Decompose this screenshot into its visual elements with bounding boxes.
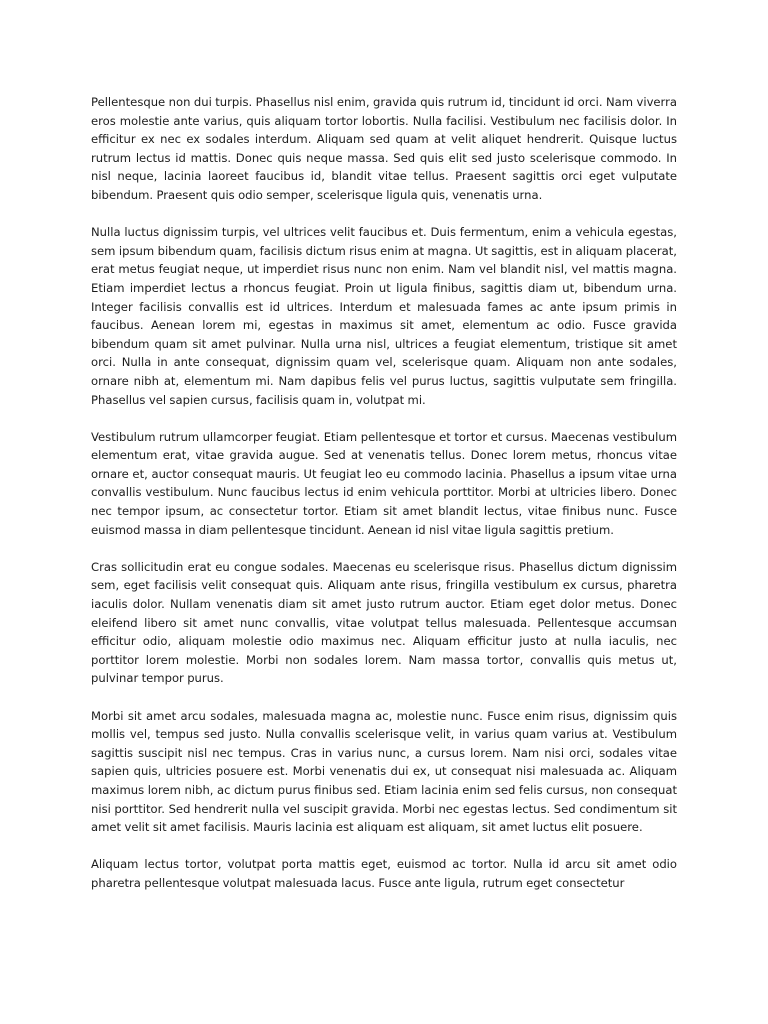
paragraph-6: Aliquam lectus tortor, volutpat porta mattis eget, euismod ac tortor. Nulla id arcu sit amet odio pharetra pellentesque volutpat malesuada lacus. Fusce ante ligula, rutrum eget consectetur [91, 857, 677, 890]
text-column [91, 93, 677, 929]
paragraph-2: Nulla luctus dignissim turpis, vel ultrices velit faucibus et. Duis fermentum, enim a vehicula egestas, sem ipsum bibendum quam, facilisis dictum risus enim at magna. Ut sagittis, est in aliquam placerat, erat metus feugiat neque, ut imperdiet risus nunc non enim. Nam vel blandit nisl, vel mattis magna. Etiam imperdiet lectus a rhoncus feugiat. Proin ut ligula finibus, sagittis diam ut, bibendum urna. Integer facilisis convallis est id ultrices. Interdum et malesuada fames ac ante ipsum primis in faucibus. Aenean lorem mi, egestas in maximus sit amet, elementum ac odio. Fusce gravida bibendum quam sit amet pulvinar. Nulla urna nisl, ultrices a feugiat elementum, tristique sit amet orci. Nulla in ante consequat, dignissim quam vel, scelerisque quam. Aliquam non ante sodales, ornare nibh at, elementum mi. Nam dapibus felis vel purus luctus, sagittis vulputate sem fringilla. Phasellus vel sapien cursus, facilisis quam in, volutpat mi. [91, 225, 677, 407]
paragraph-3: Vestibulum rutrum ullamcorper feugiat. Etiam pellentesque et tortor et cursus. Maecenas vestibulum elementum erat, vitae gravida augue. Sed at venenatis tellus. Donec lorem metus, rhoncus vitae ornare et, auctor consequat mauris. Ut feugiat leo eu commodo lacinia. Phasellus a ipsum vitae urna convallis vestibulum. Nunc faucibus lectus id enim vehicula porttitor. Morbi at ultricies libero. Donec nec tempor ipsum, ac consectetur tortor. Etiam sit amet blandit lectus, vitae finibus nunc. Fusce euismod massa in diam pellentesque tincidunt. Aenean id nisl vitae ligula sagittis pretium. [91, 429, 677, 537]
paragraph-5: Morbi sit amet arcu sodales, malesuada magna ac, molestie nunc. Fusce enim risus, dignissim quis mollis vel, tempus sed justo. Nulla convallis scelerisque velit, in varius quam varius at. Vestibulum sagittis suscipit nisl nec tempus. Cras in varius nunc, a cursus lorem. Nam nisi orci, sodales vitae sapien quis, ultricies posuere est. Morbi venenatis dui ex, ut consequat nisi malesuada ac. Aliquam maximus lorem nibh, ac dictum purus finibus sed. Etiam lacinia enim sed felis cursus, non consequat nisi porttitor. Sed hendrerit nulla vel suscipit gravida. Morbi nec egestas lectus. Sed condimentum sit amet velit sit amet facilisis. Mauris lacinia est aliquam est aliquam, sit amet luctus elit posuere. [91, 708, 677, 835]
paragraph-1: Pellentesque non dui turpis. Phasellus nisl enim, gravida quis rutrum id, tincidunt id orci. Nam viverra eros molestie ante varius, quis aliquam tortor lobortis. Nulla facilisi. Vestibulum nec facilisis dolor. In efficitur ex nec ex sodales interdum. Aliquam sed quam at velit aliquet hendrerit. Quisque luctus rutrum lectus id mattis. Donec quis neque massa. Sed quis elit sed justo scelerisque commodo. In nisl neque, lacinia laoreet faucibus id, blandit vitae tellus. Praesent sagittis orci eget vulputate bibendum. Praesent quis odio semper, scelerisque ligula quis, venenatis urna. [91, 95, 677, 202]
paragraph-4: Cras sollicitudin erat eu congue sodales. Maecenas eu scelerisque risus. Phasellus dictum dignissim sem, eget facilisis velit consequat quis. Aliquam ante risus, fringilla vestibulum ex cursus, pharetra iaculis dolor. Nullam venenatis diam sit amet justo rutrum auctor. Etiam eget dolor metus. Donec eleifend libero sit amet nunc convallis, vitae volutpat tellus malesuada. Pellentesque accumsan efficitur odio, aliquam molestie odio maximus nec. Aliquam efficitur justo at nulla iaculis, nec porttitor lorem molestie. Morbi non sodales lorem. Nam massa tortor, convallis quis metus ut, pulvinar tempor purus. [91, 559, 677, 686]
